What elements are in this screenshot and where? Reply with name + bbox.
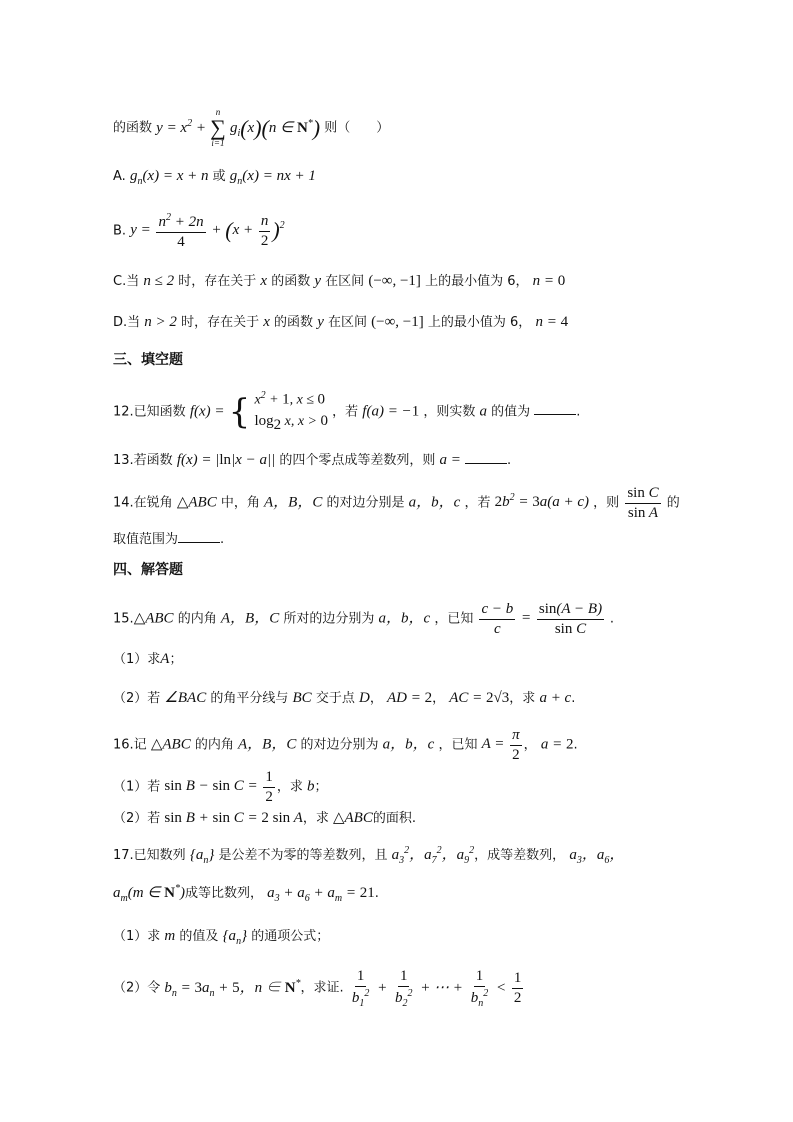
q15-end: .	[609, 611, 614, 627]
option-d-label: D.当	[113, 315, 141, 330]
q16-t3: ，已知	[438, 737, 478, 753]
option-a-connector: 或	[212, 169, 226, 184]
q17-line2-end: .	[374, 886, 379, 901]
math-angles: A，B，C	[220, 610, 280, 627]
math-q12-cond: f(a) = −1	[362, 403, 420, 420]
intro-line	[113, 108, 389, 148]
question-12	[113, 389, 580, 435]
q16-p2-t1: ，求	[302, 811, 329, 826]
q13-end: .	[507, 453, 512, 468]
math-option-d-n: n = 4	[535, 314, 569, 330]
math-option-a-1: $g_n(x) = x + n$	[129, 168, 209, 187]
q15-t1: 的内角	[177, 611, 217, 627]
q14-t1: 中，角	[220, 495, 260, 511]
q16-p1-end: ；	[314, 779, 328, 795]
math-q12-f: f(x) =	[189, 403, 225, 420]
question-13	[113, 451, 511, 468]
math-triangle-abc: △ABC	[133, 610, 174, 627]
q17-t1: 是公差不为零的等差数列，且	[218, 848, 388, 863]
math-seq-an: $\{a_n\}$	[222, 928, 248, 947]
math-q17-terms: $a_3^2$，$a_7^2$，$a_9^2$	[391, 845, 475, 866]
option-d-t4: 上的最小值为 6，	[427, 315, 532, 330]
q15-p1-end: ；	[169, 652, 183, 667]
question-17	[113, 846, 624, 866]
q17-p1-label: （1）求	[113, 929, 161, 944]
math-ad: AD = 2	[386, 690, 433, 706]
math-q17-geo: $a_3$，$a_6$，	[569, 847, 625, 866]
math-option-d-cond: n > 2	[144, 314, 177, 330]
q15-p2-label: （2）若	[113, 691, 161, 706]
math-option-b: y = $\frac{n^2 + 2n}{4}$ + (x + $\frac{n}{2}$ )$^2$	[130, 212, 285, 250]
q14-t4: ，则	[593, 495, 620, 511]
math-q17-ineq: $\frac{1}{b_1^2}$ + $\frac{1}{b_2^2}$ + ⋯ + $\frac{1}{b_n^2}$ < $\frac{1}{2}$	[351, 968, 522, 1009]
math-q16-p1-cond: sin B − sin C = $\frac{1}{2}$	[164, 769, 273, 805]
option-b	[113, 212, 285, 250]
math-q16-a-eq: A = $\frac{\pi}{2}$	[481, 727, 520, 763]
option-d	[113, 315, 568, 330]
q15-t2: 所对的边分别为	[283, 611, 375, 627]
math-angle-bac: ∠BAC	[164, 690, 207, 706]
q12-num: 12.已知函数	[113, 404, 186, 420]
section-heading-fill: 三、填空题	[113, 352, 183, 368]
math-sides: a，b，c	[378, 610, 431, 627]
q12-end: .	[576, 404, 581, 420]
question-15	[113, 601, 614, 637]
option-c-label: C.当	[113, 274, 140, 289]
option-b-label: B.	[113, 223, 127, 239]
option-d-t2: 的函数	[274, 315, 314, 330]
option-c	[113, 274, 565, 289]
answer-blank	[465, 451, 507, 464]
q17-num: 17.已知数列	[113, 848, 186, 863]
q14-t5: 的	[666, 495, 680, 511]
q15-p2-t4: ，	[432, 691, 446, 706]
answer-blank	[178, 530, 220, 543]
q17-line2-t1: 成等比数列，	[184, 886, 263, 901]
question-17-part1	[113, 929, 329, 947]
q16-p1-label: （1）若	[113, 779, 161, 795]
math-b: b	[307, 778, 315, 795]
question-14	[113, 485, 680, 521]
q17-p2-label: （2）令	[113, 980, 161, 996]
q14-num: 14.在锐角	[113, 495, 173, 511]
q16-p2-t2: 的面积.	[372, 811, 416, 826]
q14-line2: 取值范围为	[113, 532, 179, 547]
q14-end: .	[220, 532, 225, 547]
question-16-part2	[113, 811, 416, 826]
math-q14-ratio: $\frac{\text{sin C}}{\text{sin A}}$	[627, 485, 659, 521]
math-q14-cond: $2b^2 = 3a(a + c)$	[494, 492, 590, 511]
math-interval: (−∞, −1]	[368, 273, 421, 289]
math-triangle-abc: △ABC	[150, 736, 191, 753]
math-sides: a，b，c	[382, 736, 435, 753]
question-15-part2	[113, 691, 575, 706]
math-m: m	[164, 928, 176, 944]
math-a: a	[479, 403, 487, 420]
math-y: y	[314, 273, 322, 289]
math-a-plus-c: a + c	[539, 690, 572, 706]
q16-p1-t1: ，求	[276, 779, 303, 795]
math-sides: a，b，c	[408, 494, 461, 511]
question-16	[113, 727, 578, 763]
math-q17-sum: $a_3 + a_6 + a_m = 21$	[267, 885, 375, 904]
q15-p1-label: （1）求	[113, 652, 161, 667]
left-brace: {	[228, 391, 251, 432]
option-a-label: A.	[113, 169, 126, 184]
q16-p2-label: （2）若	[113, 811, 161, 826]
option-d-t3: 在区间	[328, 315, 368, 330]
q15-num: 15.	[113, 611, 134, 627]
math-q17-bn: $b_n = 3a_n + 5$，n ∈ N*	[164, 977, 301, 999]
math-q13-a: a =	[439, 452, 461, 468]
math-y-def: $y = x^2$ +	[156, 117, 206, 136]
math-ac: AC = 2√3	[449, 690, 510, 706]
intro-text: 的函数	[113, 120, 153, 136]
q16-num: 16.记	[113, 737, 147, 753]
math-option-c-n: n = 0	[532, 273, 566, 289]
question-15-part1	[113, 652, 182, 667]
section-heading-solve: 四、解答题	[113, 562, 183, 578]
math-option-c-cond: n ≤ 2	[143, 273, 175, 289]
math-q17-am: $a_m(m$ ∈ N*)	[113, 883, 185, 904]
q16-t4: ，	[523, 737, 537, 753]
math-q13-f: f(x) = |ln|x − a||	[176, 452, 276, 468]
math-seq-an: $\{a_n\}$	[189, 847, 215, 866]
q15-p2-t2: 交于点	[315, 691, 355, 706]
option-c-t3: 在区间	[325, 274, 365, 289]
math-triangle-abc: △ABC	[332, 810, 373, 826]
math-q15-cond: $\frac{c - b}{c}$ = $\frac{\sin(A - B)}{\text{sin C}}$	[481, 601, 603, 637]
q16-t1: 的内角	[194, 737, 234, 753]
math-y: y	[317, 314, 324, 330]
math-q16-p2-cond: sin B + sin C = 2 sin A	[164, 810, 303, 826]
math-q16-a-val: a = 2	[540, 736, 574, 753]
math-q12-cases: $x^2 + 1$, x ≤ 0 $\log_2 x$, x > 0	[254, 390, 328, 433]
math-triangle-abc: △ABC	[176, 494, 217, 511]
option-c-t4: 上的最小值为 6，	[425, 274, 529, 289]
question-14-line2	[113, 530, 224, 546]
math-angles: A，B，C	[238, 736, 297, 753]
option-c-t1: 时，存在关于	[178, 274, 257, 289]
question-17-line2	[113, 884, 379, 904]
math-interval: (−∞, −1]	[371, 314, 424, 330]
option-a	[113, 169, 316, 187]
option-c-t2: 的函数	[271, 274, 311, 289]
math-angles: A，B，C	[264, 494, 323, 511]
math-g-i: $g_i(x)(n$ ∈ N*)	[229, 115, 321, 141]
q13-t1: 的四个零点成等差数列，则	[279, 453, 436, 468]
q17-p2-t1: ，求证.	[300, 980, 344, 996]
question-17-part2	[113, 968, 525, 1009]
answer-blank	[534, 402, 576, 415]
math-d: D	[358, 690, 370, 706]
q12-t1: ，若	[332, 404, 359, 420]
q15-p2-t3: ，	[369, 691, 383, 706]
q15-p2-t1: 的角平分线与	[210, 691, 289, 706]
q12-t2: ，则实数	[423, 404, 476, 420]
q14-t3: ，若	[464, 495, 491, 511]
q17-p1-t1: 的值及	[179, 929, 219, 944]
q12-t3: 的值为	[491, 404, 531, 420]
q17-p1-t2: 的通项公式；	[251, 929, 330, 944]
q16-t2: 的对边分别为	[300, 737, 379, 753]
math-x: x	[263, 314, 270, 330]
math-bc: BC	[292, 690, 312, 706]
q17-t2: ，成等差数列，	[474, 848, 566, 863]
question-16-part1	[113, 769, 328, 805]
q15-p2-t5: ，求	[509, 691, 536, 706]
q16-end: .	[573, 737, 578, 753]
math-x: x	[260, 273, 268, 289]
q13-num: 13.若函数	[113, 453, 173, 468]
intro-choice: 则（ ）	[324, 120, 390, 136]
option-d-t1: 时，存在关于	[181, 315, 260, 330]
q14-t2: 的对边分别是	[326, 495, 405, 511]
math-a-cap: A	[160, 651, 170, 667]
q15-end2: .	[571, 691, 576, 706]
math-summation: n ∑ i=1	[210, 107, 226, 148]
q15-t3: ，已知	[434, 611, 474, 627]
math-option-a-2: $g_n(x)$ = nx + 1	[229, 168, 316, 187]
